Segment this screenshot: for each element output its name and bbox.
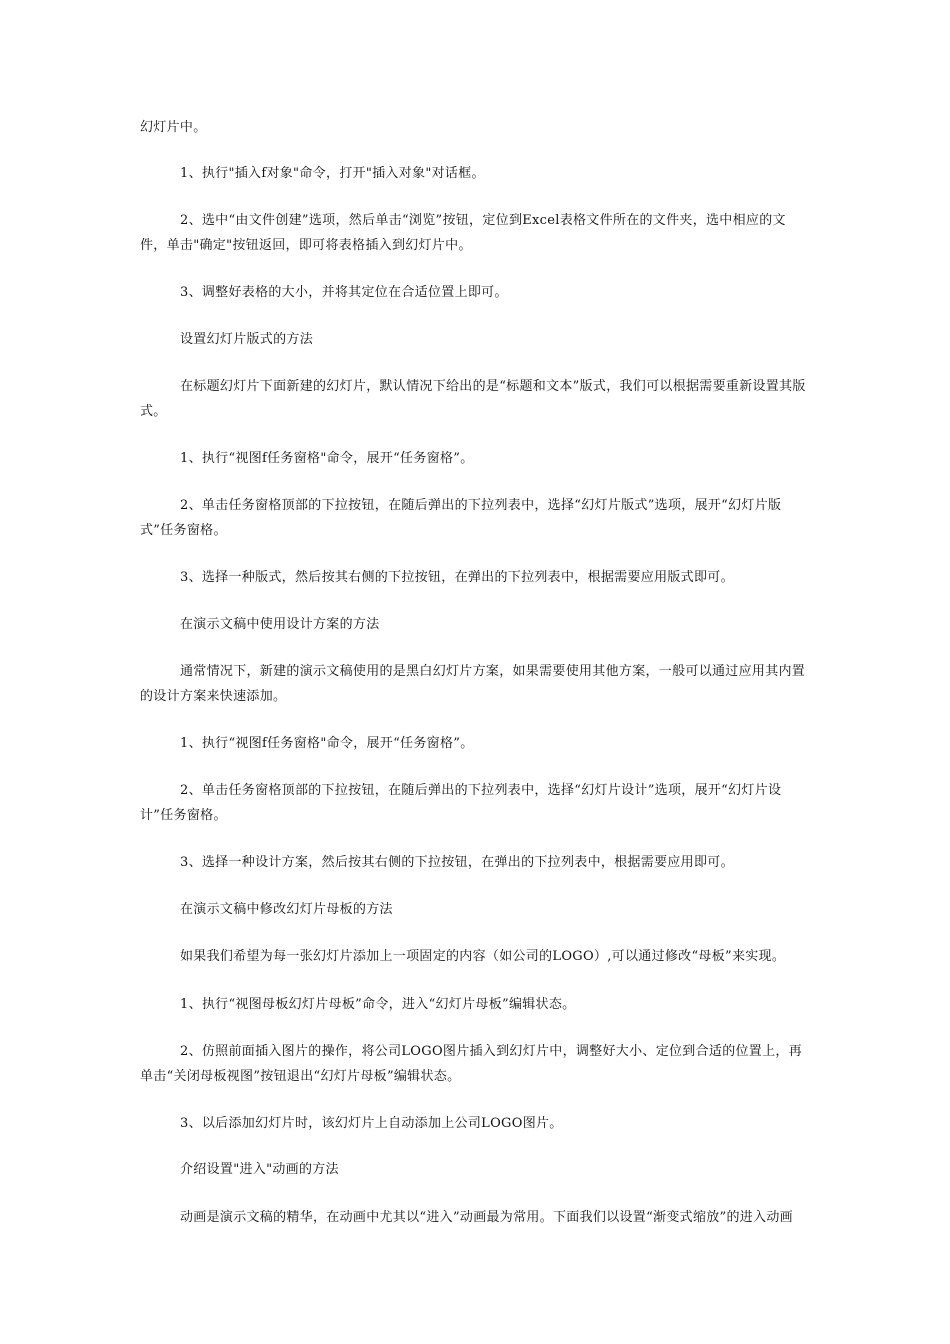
paragraph-design-scheme-intro: 通常情况下，新建的演示文稿使用的是黑白幻灯片方案，如果需要使用其他方案，一般可以通过应用其内置的设计方案来快速添加。 — [140, 664, 806, 704]
heading-entrance-animation: 介绍设置"进入"动画的方法 — [180, 1162, 339, 1177]
step-3-adjust-table: 3、调整好表格的大小，并将其定位在合适位置上即可。 — [180, 285, 508, 300]
step-1-task-pane-2: 1、执行“视图f任务窗格"命令，展开“任务窗格”。 — [180, 736, 474, 751]
step-1-task-pane: 1、执行“视图f任务窗格"命令，展开“任务窗格”。 — [180, 451, 474, 466]
step-2-slide-design-pane: 2、单击任务窗格顶部的下拉按钮，在随后弹出的下拉列表中，选择“幻灯片设计”选项，展开“幻灯片设计”任务窗格。 — [140, 783, 782, 823]
heading-slide-layout: 设置幻灯片版式的方法 — [180, 332, 314, 347]
step-3-choose-design: 3、选择一种设计方案，然后按其右侧的下拉按钮，在弹出的下拉列表中，根据需要应用即可。 — [180, 855, 734, 870]
paragraph-continuation: 幻灯片中。 — [140, 120, 207, 135]
paragraph-slide-master-intro: 如果我们希望为每一张幻灯片添加上一项固定的内容（如公司的LOGO）,可以通过修改“母板”来实现。 — [180, 949, 786, 964]
step-3-auto-logo: 3、以后添加幻灯片时，该幻灯片上自动添加上公司LOGO图片。 — [180, 1116, 563, 1131]
step-3-choose-layout: 3、选择一种版式，然后按其右侧的下拉按钮，在弹出的下拉列表中，根据需要应用版式即可。 — [180, 570, 734, 585]
step-1-master-view: 1、执行“视图母板幻灯片母板”命令，进入“幻灯片母板”编辑状态。 — [180, 997, 576, 1012]
step-2-create-from-file: 2、选中“由文件创建”选项，然后单击“浏览”按钮，定位到Excel表格文件所在的文件夹，选中相应的文件，单击"确定"按钮返回，即可将表格插入到幻灯片中。 — [140, 213, 786, 253]
step-1-insert-object: 1、执行"插入f对象"命令，打开"插入对象"对话框。 — [180, 166, 485, 181]
heading-slide-master: 在演示文稿中修改幻灯片母板的方法 — [180, 902, 393, 917]
step-2-slide-layout-pane: 2、单击任务窗格顶部的下拉按钮，在随后弹出的下拉列表中，选择“幻灯片版式”选项，展开“幻灯片版式”任务窗格。 — [140, 498, 782, 538]
paragraph-slide-layout-intro: 在标题幻灯片下面新建的幻灯片，默认情况下给出的是“标题和文本”版式，我们可以根据需要重新设置其版式。 — [140, 379, 806, 419]
step-2-insert-logo: 2、仿照前面插入图片的操作，将公司LOGO图片插入到幻灯片中，调整好大小、定位到合适的位置上，再单击“关闭母板视图”按钮退出“幻灯片母板”编辑状态。 — [140, 1044, 803, 1084]
heading-design-scheme: 在演示文稿中使用设计方案的方法 — [180, 617, 380, 632]
paragraph-animation-intro: 动画是演示文稿的精华，在动画中尤其以“进入”动画最为常用。下面我们以设置“渐变式缩放”的进入动画 — [180, 1210, 793, 1225]
